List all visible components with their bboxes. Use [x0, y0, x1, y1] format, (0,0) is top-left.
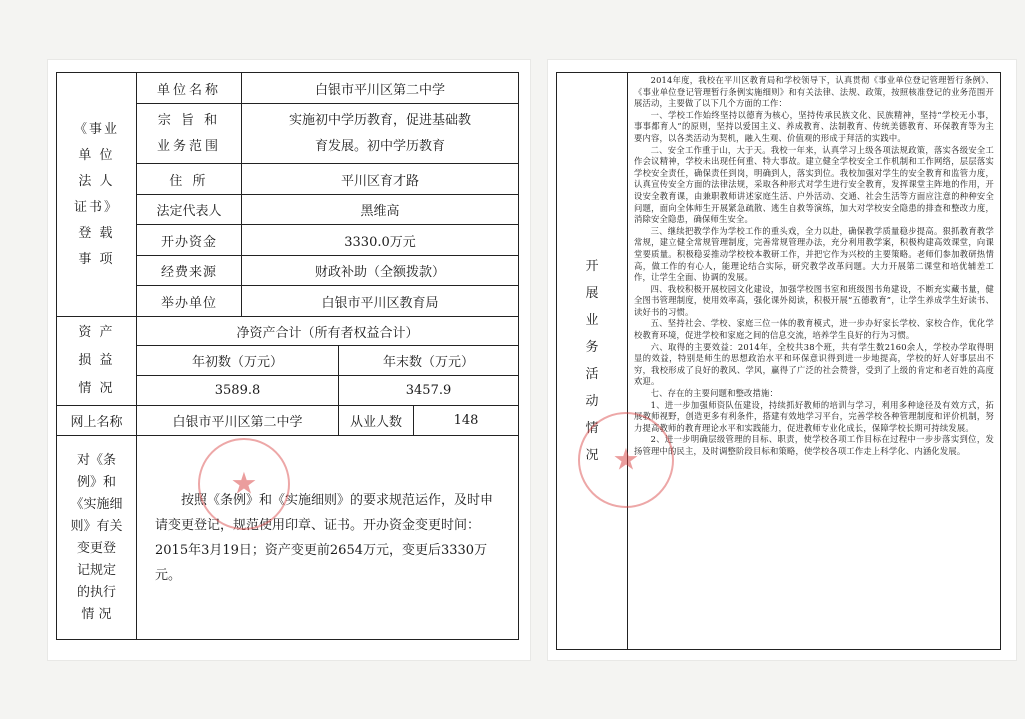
exec-text: 按照《条例》和《实施细则》的要求规范运作，及时申请变更登记，规范使用印章、证书。开办资金变更时间：2015年3月19日；资产变更前2654万元，变更后3330万元。: [137, 436, 519, 640]
unit-name-value: 白银市平川区第二中学: [242, 73, 519, 104]
year-end-label: 年末数（万元）: [339, 346, 519, 376]
paragraph: 一、学校工作始终坚持以德育为核心，坚持传承民族文化、民族精神，坚持“学校无小事，事事都育人”的原则，坚持以爱国主义、养成教育、法制教育、传统美德教育、环保教育等为主要内容，以各类活动为契机，融入生观、价值观的形成于拜活的实践中。: [634, 109, 994, 143]
address-label: 住 所: [137, 164, 242, 195]
online-name-label: 网上名称: [57, 406, 137, 436]
paragraph: 三、继续把教学作为学校工作的重头戏，全力以赴，确保教学质量稳步提高。狠抓教育教学常规，建立健全常规管理制度，完善常规管理办法，充分利用教学案，积极构建高效课堂，向课堂要质量。积极稳妥推动学校校本教研工作，并把它作为兴校的主要策略。老师们参加教研热情高，做工作的有心人，能理论结合实际，研究教学改革问题。大力开展第二课堂和培优辅差工作，让学生全面、协调的发展。: [634, 225, 994, 283]
right-page: [548, 60, 1016, 660]
seal-star-icon: ★: [612, 442, 640, 478]
purpose-label: 宗 旨 和 业务范围: [137, 104, 242, 164]
year-start-label: 年初数（万元）: [137, 346, 339, 376]
funding-source-value: 财政补助（全额拨款）: [242, 256, 519, 286]
funding-source-label: 经费来源: [137, 256, 242, 286]
sponsor-value: 白银市平川区教育局: [242, 286, 519, 317]
sponsor-label: 举办单位: [137, 286, 242, 317]
year-start-value: 3589.8: [137, 376, 339, 406]
staff-value: 148: [414, 406, 519, 436]
purpose-value: 实施初中学历教育，促进基础教 育发展。初中学历教育: [242, 104, 519, 164]
section-registration-label: 《事业 单 位 法 人 证书》 登 载 事 项: [57, 73, 137, 317]
legal-rep-label: 法定代表人: [137, 195, 242, 225]
unit-name-label: 单位名称: [137, 73, 242, 104]
paragraph: 二、安全工作重于山，大于天。我校一年来，认真学习上级各项法规政策，落实各级安全工作会议精神，学校未出现任何重、特大事故。建立健全学校安全工作机制和工作网络，层层落实学校安全责任，确保责任到岗，明确到人，落实到位。我校加强对学生的安全教育和监管力度，认真宣传安全方面的法律法规，采取各种形式对学生进行安全教育，发挥课堂主阵地的作用，开设安全教育课，由兼职教师讲述家庭生活、户外活动、交通、社会生活等方面应注意的种种安全问题，面向全体师生开展紧急疏散、逃生自救等演练，加大对学校安全隐患的排查和整改力度，消除安全隐患，确保师生安全。: [634, 144, 994, 225]
staff-label: 从业人数: [339, 406, 414, 436]
address-value: 平川区育才路: [242, 164, 519, 195]
activities-label: 开 展 业 务 活 动 情 况: [557, 73, 628, 650]
paragraph: 五、坚持社会、学校、家庭三位一体的教育模式，进一步办好家长学校、家校合作，优化学校教育环境，促进学校和家庭之间的信息交流，培养学生良好的行为习惯。: [634, 318, 994, 341]
paragraph: 2014年度，我校在平川区教育局和学校领导下，认真贯彻《事业单位登记管理暂行条例》、《事业单位登记管理暂行条例实施细则》和有关法律、法规、政策，按照核准登记的业务范围开展活动，主要做了以下几个方面的工作：: [634, 75, 994, 109]
capital-value: 3330.0万元: [242, 225, 519, 256]
paragraph: 1、进一步加强师资队伍建设，持续抓好教师的培训与学习，利用多种途径及有效方式，拓展教师视野，创造更多有利条件，搭建有效地学习平台，完善学校各种管理制度和评价机制，努力提高教师的教育理论水平和实践能力，促进教师专业化成长，保障学校长期可持续发展。: [634, 399, 994, 433]
left-page: [48, 60, 530, 660]
registration-table: [56, 72, 519, 640]
net-assets-header: 净资产合计（所有者权益合计）: [137, 317, 519, 346]
section-assets-label: 资 产 损 益 情 况: [57, 317, 137, 406]
paragraph: 六、取得的主要效益：2014年，全校共38个班，共有学生数2160余人，学校办学取得明显的效益，特别是师生的思想政治水平和环保意识得到进一步地提高，学校的好人好事层出不穷，我校形成了良好的教风、学风，赢得了广泛的社会赞誉，受到了上级的肯定和老百姓的高度欢迎。: [634, 341, 994, 387]
capital-label: 开办资金: [137, 225, 242, 256]
activities-text: [628, 73, 1001, 650]
paragraph: 七、存在的主要问题和整改措施：: [650, 388, 779, 399]
paragraph: 四、我校积极开展校园文化建设，加强学校图书室和班级图书角建设，不断充实藏书量，健全图书管理制度，使用效率高，强化课外阅读，积极开展“五德教育”，让学生养成学生好读书、读好书的习惯。: [634, 283, 994, 317]
paragraph: 2、进一步明确层级管理的目标、职责，使学校各项工作目标在过程中一步步落实到位，发扬管理中的民主，及时调整阶段目标和策略，使学校各项工作走上科学化、内涵化发展。: [634, 434, 994, 456]
activities-table: [556, 72, 1001, 650]
section-exec-label: 对《条 例》和 《实施细 则》有关 变更登 记规定 的执行 情 况: [57, 436, 137, 640]
seal-star-icon: ★: [230, 466, 258, 502]
legal-rep-value: 黑维高: [242, 195, 519, 225]
online-name-value: 白银市平川区第二中学: [137, 406, 339, 436]
year-end-value: 3457.9: [339, 376, 519, 406]
